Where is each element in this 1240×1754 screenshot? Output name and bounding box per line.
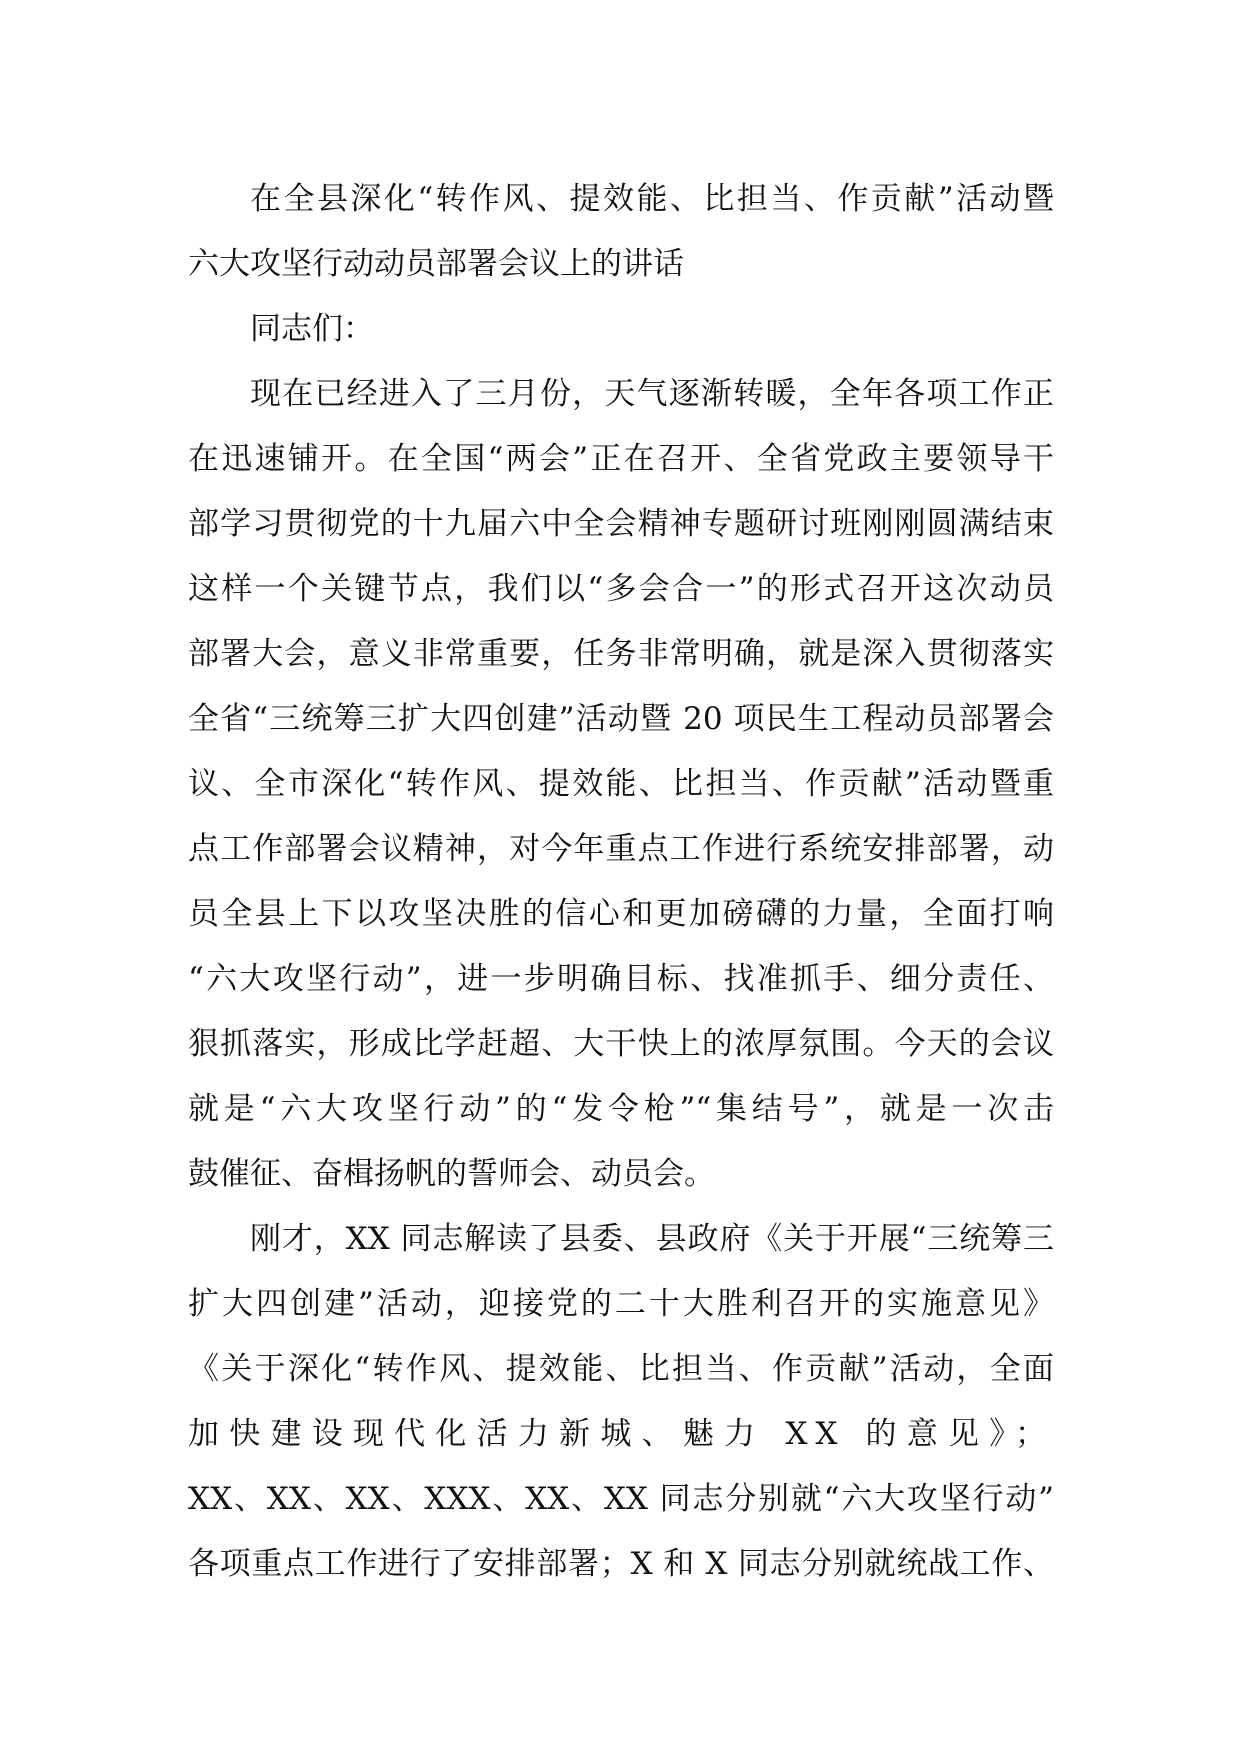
paragraph1-line: 鼓催征、奋楫扬帆的誓师会、动员会。 — [188, 1156, 715, 1192]
paragraph1-line: 现在已经进入了三月份，天气逐渐转暖，全年各项工作正 — [250, 376, 1054, 412]
paragraph1-line: 部学习贯彻党的十九届六中全会精神专题研讨班刚刚圆满结束 — [188, 506, 1054, 542]
document-body — [188, 167, 1054, 1597]
paragraph1-line: 员全县上下以攻坚决胜的信心和更加磅礴的力量，全面打响 — [188, 896, 1054, 932]
salutation: 同志们： — [250, 311, 374, 347]
paragraph1-line: 点工作部署会议精神，对今年重点工作进行系统安排部署，动 — [188, 831, 1054, 867]
paragraph2-line: 扩大四创建”活动，迎接党的二十大胜利召开的实施意见》 — [188, 1286, 1054, 1322]
paragraph1-line: 这样一个关键节点，我们以“多会合一”的形式召开这次动员 — [188, 571, 1054, 607]
paragraph2-line: XX、XX、XX、XXX、XX、XX 同志分别就“六大攻坚行动” — [188, 1481, 1054, 1517]
paragraph1-line: 议、全市深化“转作风、提效能、比担当、作贡献”活动暨重 — [188, 766, 1054, 802]
title-line-2: 六大攻坚行动动员部署会议上的讲话 — [188, 246, 684, 282]
paragraph1-line: 就是“六大攻坚行动”的“发令枪”“集结号”，就是一次击 — [188, 1091, 1054, 1127]
paragraph1-line: 狠抓落实，形成比学赶超、大干快上的浓厚氛围。今天的会议 — [188, 1026, 1054, 1062]
paragraph2-line: 刚才，XX 同志解读了县委、县政府《关于开展“三统筹三 — [250, 1221, 1054, 1257]
paragraph2-line: 《关于深化“转作风、提效能、比担当、作贡献”活动，全面 — [188, 1351, 1054, 1387]
paragraph1-line: 部署大会，意义非常重要，任务非常明确，就是深入贯彻落实 — [188, 636, 1054, 672]
paragraph1-line: “六大攻坚行动”，进一步明确目标、找准抓手、细分责任、 — [188, 961, 1054, 997]
paragraph1-line: 在迅速铺开。在全国“两会”正在召开、全省党政主要领导干 — [188, 441, 1054, 477]
paragraph2-line: 各项重点工作进行了安排部署；X 和 X 同志分别就统战工作、 — [188, 1546, 1054, 1582]
paragraph2-line: 加快建设现代化活力新城、魅力 XX 的意见》； — [188, 1416, 1054, 1452]
paragraph1-line: 全省“三统筹三扩大四创建”活动暨 20 项民生工程动员部署会 — [188, 701, 1054, 737]
title-line-1: 在全县深化“转作风、提效能、比担当、作贡献”活动暨 — [250, 181, 1054, 217]
